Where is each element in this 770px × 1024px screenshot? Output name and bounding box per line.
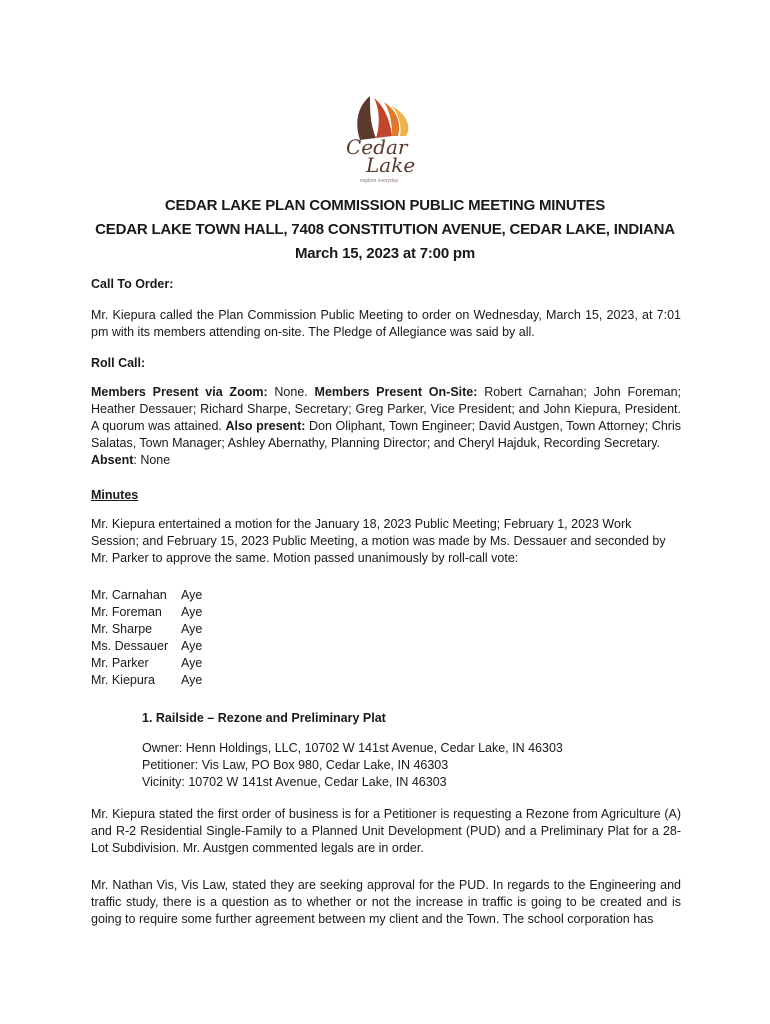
voter-name: Mr. Foreman <box>91 605 162 619</box>
roll-call-label: Roll Call: <box>91 356 146 370</box>
voter-name: Mr. Sharpe <box>91 622 153 636</box>
vote-value: Aye <box>181 588 203 602</box>
document-title: CEDAR LAKE PLAN COMMISSION PUBLIC MEETING MINUTES <box>164 197 606 214</box>
meeting-date: March 15, 2023 at 7:00 pm <box>294 245 476 262</box>
logo-word-lake: Lake <box>366 153 416 177</box>
vote-value: Aye <box>181 639 203 653</box>
also-present-label: Also present: <box>225 419 306 433</box>
logo-sail-rust <box>374 98 392 138</box>
vicinity-line: Vicinity: 10702 W 141st Avenue, Cedar Lake, IN 46303 <box>142 775 447 789</box>
vote-row <box>91 604 681 621</box>
vote-row <box>91 672 681 689</box>
voter-name: Mr. Carnahan <box>91 588 167 602</box>
also-present-value: Don Oliphant, Town Engineer; David Austgen, Town Attorney; Chris Salatas, Town Manager; Ashley Abernathy, Planning Director; and Cheryl Hajduk, Recording Secretary. <box>91 419 681 450</box>
voter-name: Ms. Dessauer <box>91 639 169 653</box>
item-paragraph-2: Mr. Nathan Vis, Vis Law, stated they are seeking approval for the PUD. In regards to the Engineering and traffic study, there is a question as to whether or not the increase in traffic is going to be created and is going to require some further agreement between my client and the Town. The school corporation has <box>91 878 681 926</box>
zoom-value: None. <box>267 385 315 399</box>
vote-row <box>91 655 681 672</box>
absent-value: : None <box>133 453 171 467</box>
petitioner-line: Petitioner: Vis Law, PO Box 980, Cedar Lake, IN 46303 <box>142 758 449 772</box>
item-details <box>142 740 563 791</box>
logo-word-cedar: Cedar <box>346 135 408 159</box>
cedar-lake-logo <box>340 92 424 186</box>
vote-row <box>91 638 681 655</box>
item-paragraph-1: Mr. Kiepura stated the first order of business is for a Petitioner is requesting a Rezone from Agriculture (A) and R-2 Residential Single-Family to a Planned Unit Development (PUD) and a Preliminary Plat for a 28-Lot Subdivision. Mr. Austgen commented legals are in order. <box>91 807 681 855</box>
vote-row <box>91 587 681 604</box>
vote-value: Aye <box>181 656 203 670</box>
onsite-label: Members Present On-Site: <box>314 385 478 399</box>
absent-label: Absent <box>91 453 134 467</box>
minutes-label: Minutes <box>91 488 139 502</box>
roll-call-text <box>91 384 681 469</box>
call-to-order-text: Mr. Kiepura called the Plan Commission Public Meeting to order on Wednesday, March 15, 2023, at 7:01 pm with its members attending on-site. The Pledge of Allegiance was said by all. <box>91 308 681 339</box>
meeting-location: CEDAR LAKE TOWN HALL, 7408 CONSTITUTION AVENUE, CEDAR LAKE, INDIANA <box>95 221 675 238</box>
call-to-order-label: Call To Order: <box>91 277 174 291</box>
logo-tagline: explore everyday <box>360 178 399 184</box>
owner-line: Owner: Henn Holdings, LLC, 10702 W 141st Avenue, Cedar Lake, IN 46303 <box>142 741 563 755</box>
agenda-item-title: 1. Railside – Rezone and Preliminary Plat <box>142 711 386 725</box>
voter-name: Mr. Parker <box>91 656 149 670</box>
zoom-label: Members Present via Zoom: <box>91 385 268 399</box>
vote-value: Aye <box>181 605 203 619</box>
vote-row <box>91 621 681 638</box>
vote-value: Aye <box>181 673 203 687</box>
voter-name: Mr. Kiepura <box>91 673 155 687</box>
minutes-text: Mr. Kiepura entertained a motion for the January 18, 2023 Public Meeting; February 1, 2023 Work Session; and February 15, 2023 Public Meeting, a motion was made by Ms. Dessauer and seconded by Mr. Parker to approve the same. Motion passed unanimously by roll-call vote: <box>91 517 666 565</box>
vote-list <box>91 587 681 689</box>
vote-value: Aye <box>181 622 203 636</box>
logo-sail-dark <box>357 96 376 140</box>
onsite-value: Robert Carnahan; John Foreman; Heather Dessauer; Richard Sharpe, Secretary; Greg Parker, Vice President; and John Kiepura, President. A quorum was attained. <box>91 385 681 433</box>
